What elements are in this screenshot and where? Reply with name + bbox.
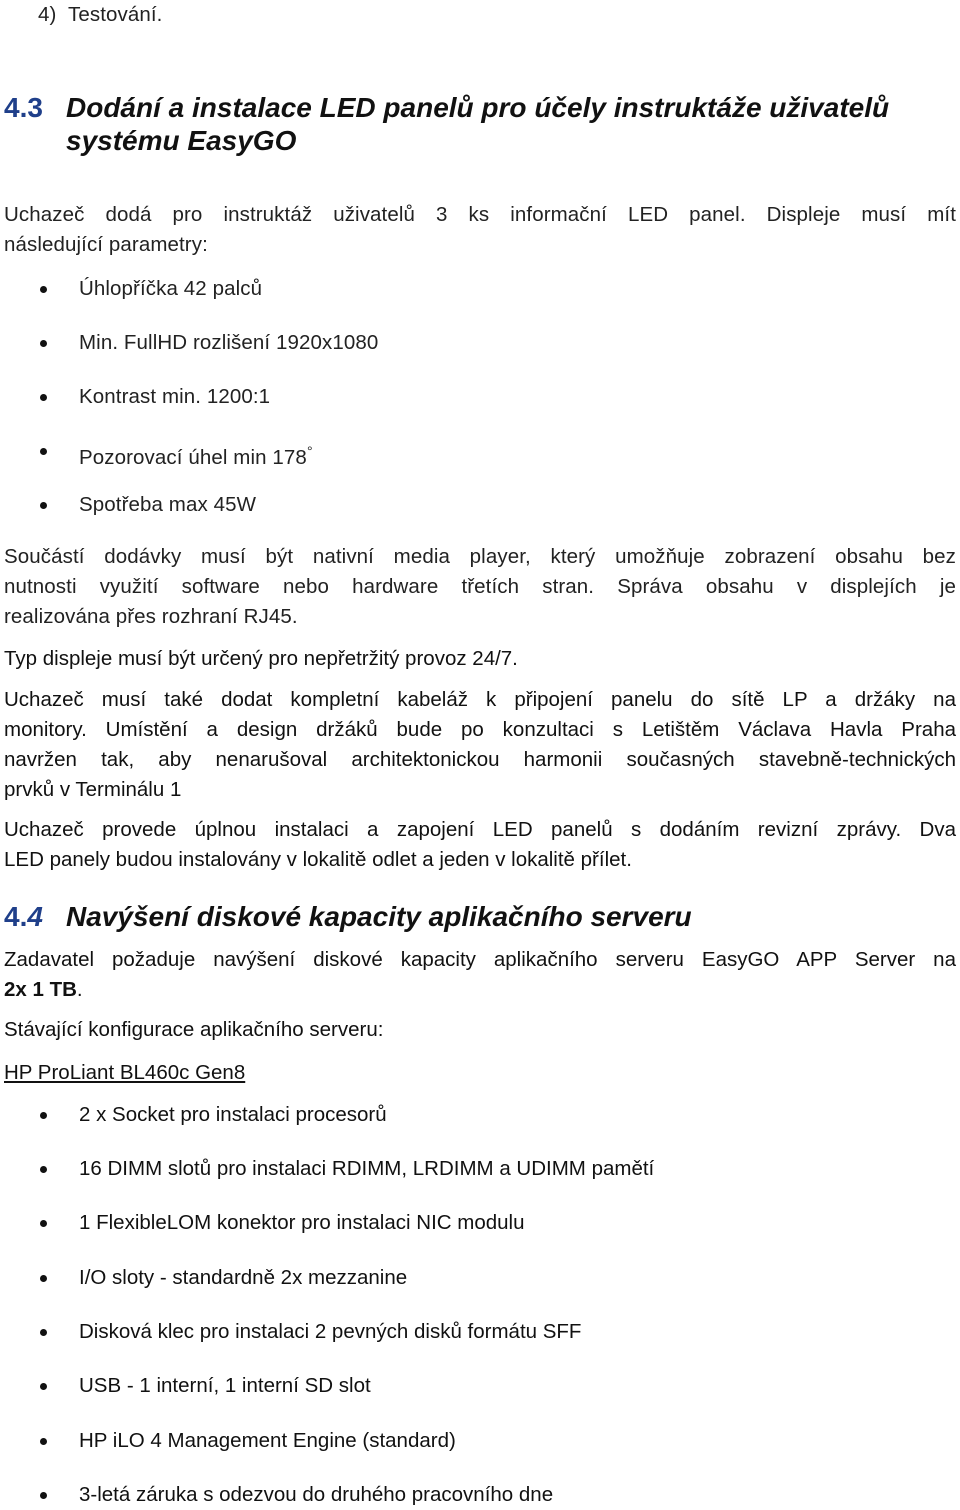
- bullet-icon: [40, 1383, 47, 1390]
- requirement-line-1: Zadavatel požaduje navýšení diskové kapacity aplikačního serveru EasyGO APP Server na: [4, 948, 956, 971]
- bullet-icon: [40, 1166, 47, 1173]
- cabling-line-1: Uchazeč musí také dodat kompletní kabeláž k připojení panelu do sítě LP a držáky na: [4, 688, 956, 711]
- player-line-3: realizována přes rozhraní RJ45.: [4, 605, 298, 628]
- cabling-line-2: monitory. Umístění a design držáků bude po konzultaci s Letištěm Václava Havla Praha: [4, 718, 956, 741]
- intro-line-2: následující parametry:: [4, 233, 208, 256]
- install-line-1: Uchazeč provede úplnou instalaci a zapojení LED panelů s dodáním revizní zprávy. Dva: [4, 818, 956, 841]
- intro-line-1: Uchazeč dodá pro instruktáž uživatelů 3 ks informační LED panel. Displeje musí mít: [4, 203, 956, 226]
- bullet-icon: [40, 340, 47, 347]
- section-4-4-heading: [4, 900, 43, 934]
- bullet-icon: [40, 1438, 47, 1445]
- section-4-3-number: 4.3: [4, 92, 43, 123]
- bullet-icon: [40, 502, 47, 509]
- section-4-3-title-line1: Dodání a instalace LED panelů pro účely instruktáže uživatelů: [66, 92, 890, 123]
- server-model: HP ProLiant BL460c Gen8: [4, 1061, 246, 1084]
- section-4-4-number-b: 4: [27, 901, 43, 932]
- section-4-4-title: Navýšení diskové kapacity aplikačního serveru: [66, 901, 692, 932]
- capacity-value: 2x 1 TB: [4, 978, 77, 1001]
- section-4-4-number-a: 4.: [4, 901, 28, 932]
- bullet-icon: [40, 1329, 47, 1336]
- bullet-icon: [40, 1112, 47, 1119]
- current-config-label: Stávající konfigurace aplikačního serveru:: [4, 1018, 384, 1041]
- player-line-1: Součástí dodávky musí být nativní media player, který umožňuje zobrazení obsahu bez: [4, 545, 956, 568]
- bullet-icon: [40, 1492, 47, 1499]
- testing-list-item: 4) Testování.: [38, 3, 163, 26]
- bullet-icon: [40, 394, 47, 401]
- requirement-line-2: 2x 1 TB.: [4, 978, 83, 1001]
- bullet-icon: [40, 448, 47, 455]
- display-type-line: Typ displeje musí být určený pro nepřetržitý provoz 24/7.: [4, 647, 518, 670]
- section-4-3-heading: [4, 91, 43, 125]
- bullet-icon: [40, 286, 47, 293]
- degree-mark: °: [306, 443, 313, 459]
- install-line-2: LED panely budou instalovány v lokalitě odlet a jeden v lokalitě přílet.: [4, 848, 632, 871]
- bullet-icon: [40, 1220, 47, 1227]
- player-line-2: nutnosti využití software nebo hardware třetích stran. Správa obsahu v displejích je: [4, 575, 956, 598]
- cabling-line-4: prvků v Terminálu 1: [4, 778, 182, 801]
- section-4-3-title-line2: systému EasyGO: [66, 125, 297, 156]
- cabling-line-3: navržen tak, aby nenarušoval architektonickou harmonii současných stavebně-technických: [4, 748, 956, 771]
- bullet-icon: [40, 1275, 47, 1282]
